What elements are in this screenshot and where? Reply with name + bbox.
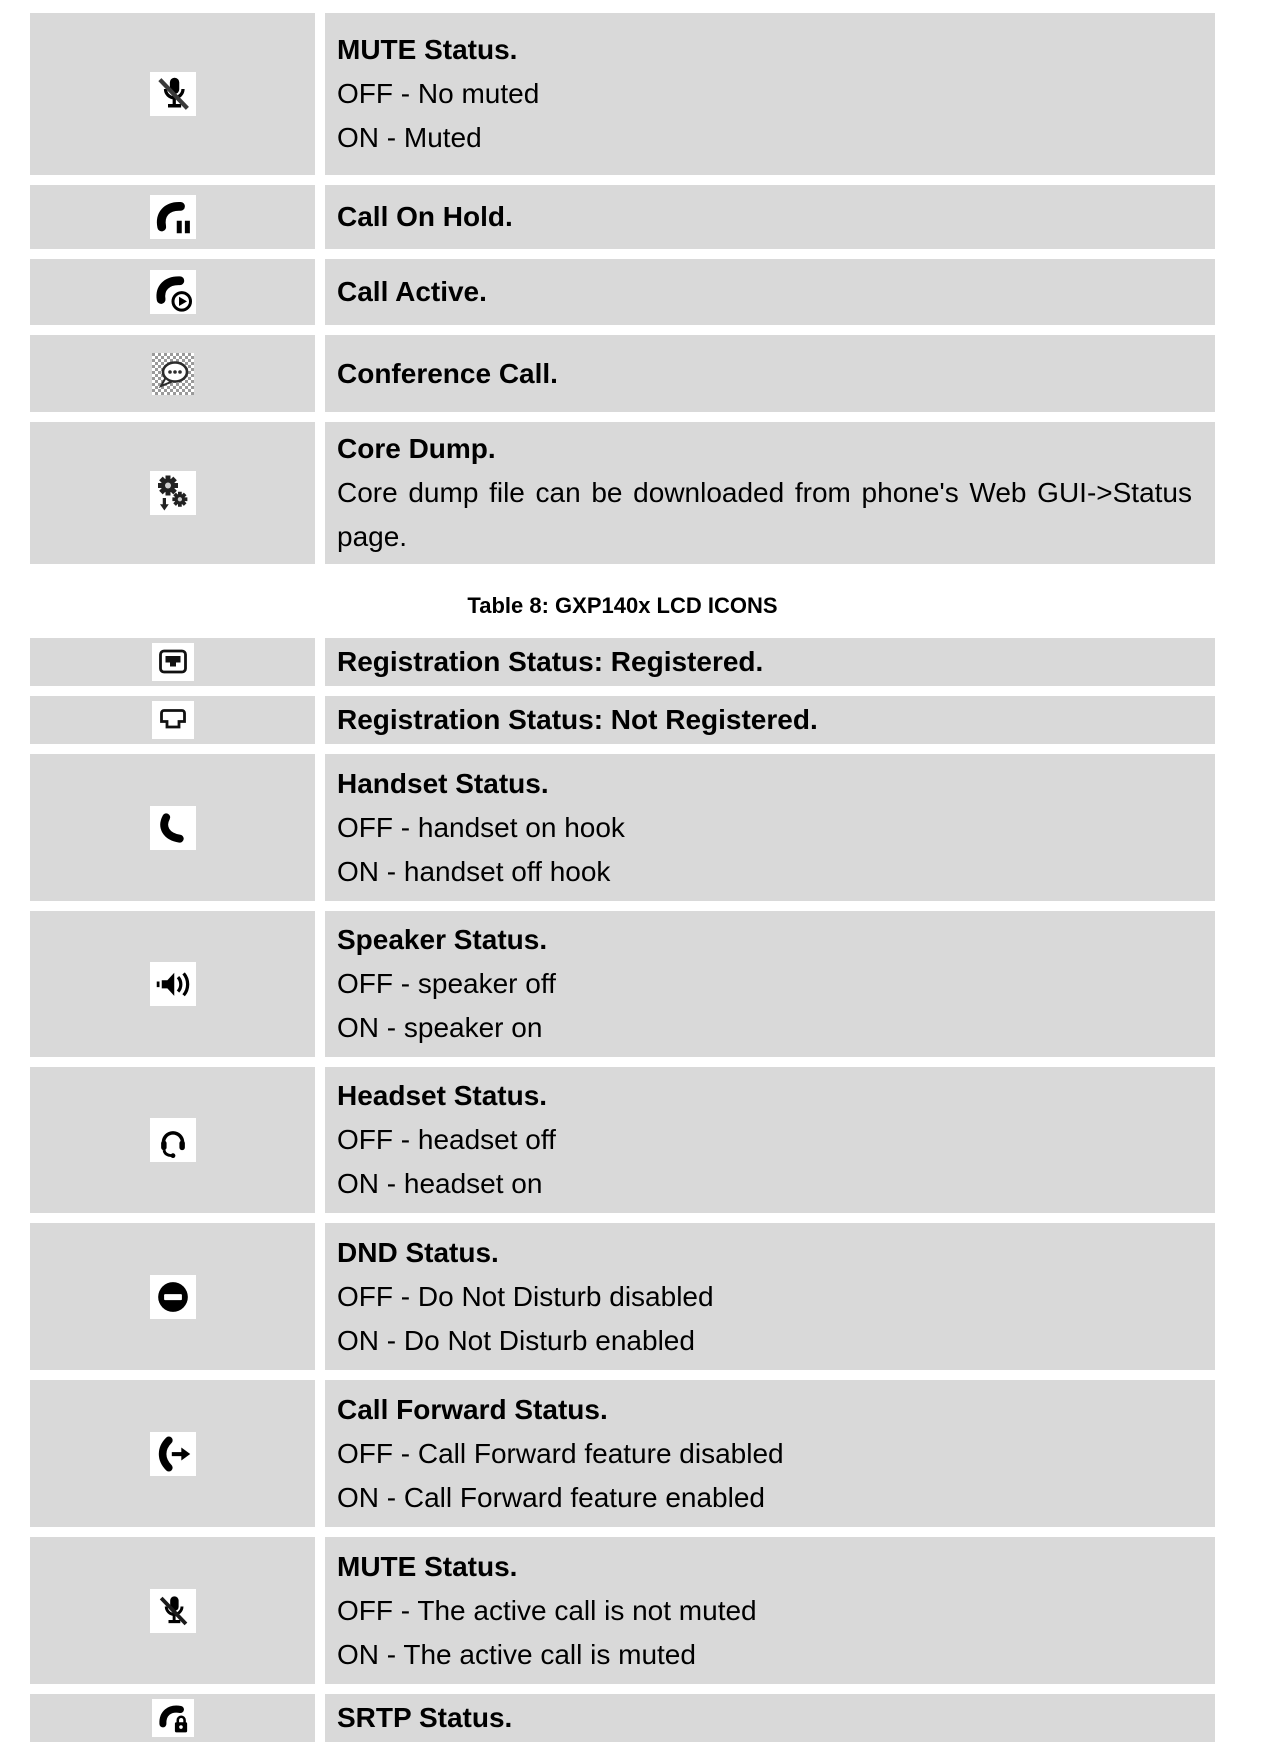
text-cell bbox=[325, 1067, 1215, 1213]
table-row bbox=[30, 1380, 1215, 1527]
icon-cell bbox=[30, 1694, 315, 1742]
table-row bbox=[30, 185, 1215, 249]
text-cell bbox=[325, 185, 1215, 249]
icon-cell bbox=[30, 911, 315, 1057]
row-title: Call Active. bbox=[337, 276, 487, 307]
dnd-icon bbox=[150, 1275, 196, 1319]
call-active-icon bbox=[150, 270, 196, 314]
row-line: OFF - Call Forward feature disabled bbox=[337, 1437, 784, 1469]
row-line: ON - Call Forward feature enabled bbox=[337, 1481, 765, 1513]
table-row bbox=[30, 13, 1215, 175]
icon-cell bbox=[30, 259, 315, 325]
table-row bbox=[30, 638, 1215, 686]
text-cell bbox=[325, 696, 1215, 744]
speaker-icon bbox=[150, 962, 196, 1006]
row-title: Speaker Status. bbox=[337, 924, 548, 955]
call-hold-icon bbox=[150, 195, 196, 239]
row-title: Conference Call. bbox=[337, 357, 558, 389]
text-cell bbox=[325, 1694, 1215, 1742]
handset-icon bbox=[150, 806, 196, 850]
table-row bbox=[30, 1067, 1215, 1213]
table-row bbox=[30, 335, 1215, 412]
row-title: Registration Status: Registered. bbox=[337, 646, 764, 677]
table-row bbox=[30, 754, 1215, 901]
table-row bbox=[30, 1694, 1215, 1742]
table-row bbox=[30, 1537, 1215, 1684]
text-cell bbox=[325, 754, 1215, 901]
row-line: ON - Muted bbox=[337, 122, 482, 153]
row-line: OFF - speaker off bbox=[337, 968, 556, 999]
core-dump-icon bbox=[150, 471, 196, 515]
mic-muted-icon bbox=[150, 72, 196, 116]
conference-call-icon bbox=[152, 353, 194, 395]
text-cell bbox=[325, 911, 1215, 1057]
text-cell bbox=[325, 422, 1215, 564]
row-line: OFF - The active call is not muted bbox=[337, 1594, 757, 1626]
icon-cell bbox=[30, 13, 315, 175]
table-row bbox=[30, 259, 1215, 325]
row-line: ON - Do Not Disturb enabled bbox=[337, 1324, 695, 1356]
icon-cell bbox=[30, 1537, 315, 1684]
not-registered-icon bbox=[152, 701, 194, 739]
row-line: OFF - Do Not Disturb disabled bbox=[337, 1280, 714, 1312]
text-cell bbox=[325, 1380, 1215, 1527]
row-title: MUTE Status. bbox=[337, 34, 518, 65]
row-title: Registration Status: Not Registered. bbox=[337, 704, 818, 735]
table-row bbox=[30, 422, 1215, 564]
row-line: OFF - handset on hook bbox=[337, 811, 625, 843]
row-title: Headset Status. bbox=[337, 1080, 548, 1111]
row-title: Core Dump. bbox=[337, 433, 496, 464]
row-title: Handset Status. bbox=[337, 767, 549, 799]
mic-muted-icon bbox=[150, 1589, 196, 1633]
text-cell bbox=[325, 13, 1215, 175]
text-cell bbox=[325, 1537, 1215, 1684]
table-row bbox=[30, 1223, 1215, 1370]
row-line: ON - The active call is muted bbox=[337, 1638, 696, 1670]
row-line: OFF - No muted bbox=[337, 78, 540, 109]
table-caption: Table 8: GXP140x LCD ICONS bbox=[467, 593, 778, 618]
row-title: SRTP Status. bbox=[337, 1702, 513, 1733]
row-line: ON - handset off hook bbox=[337, 855, 611, 887]
text-cell bbox=[325, 1223, 1215, 1370]
text-cell bbox=[325, 259, 1215, 325]
icon-cell bbox=[30, 1223, 315, 1370]
lcd-icons-table bbox=[30, 13, 1215, 1752]
icon-cell bbox=[30, 335, 315, 412]
call-forward-icon bbox=[150, 1432, 196, 1476]
headset-icon bbox=[150, 1118, 196, 1162]
table-row bbox=[30, 696, 1215, 744]
icon-cell bbox=[30, 754, 315, 901]
icon-cell bbox=[30, 422, 315, 564]
row-title: DND Status. bbox=[337, 1236, 499, 1268]
icon-cell bbox=[30, 696, 315, 744]
row-line: OFF - headset off bbox=[337, 1124, 556, 1155]
row-line: ON - speaker on bbox=[337, 1012, 543, 1043]
icon-cell bbox=[30, 185, 315, 249]
text-cell bbox=[325, 638, 1215, 686]
icon-cell bbox=[30, 1380, 315, 1527]
row-line: ON - headset on bbox=[337, 1168, 543, 1199]
icon-cell bbox=[30, 638, 315, 686]
row-paragraph: Core dump file can be downloaded from phone's Web GUI->Status page. bbox=[337, 477, 1192, 552]
icon-cell bbox=[30, 1067, 315, 1213]
text-cell bbox=[325, 335, 1215, 412]
registered-icon bbox=[152, 643, 194, 681]
srtp-icon bbox=[152, 1699, 194, 1737]
table-row bbox=[30, 911, 1215, 1057]
row-title: Call Forward Status. bbox=[337, 1393, 608, 1425]
row-title: Call On Hold. bbox=[337, 201, 513, 232]
row-title: MUTE Status. bbox=[337, 1550, 518, 1582]
